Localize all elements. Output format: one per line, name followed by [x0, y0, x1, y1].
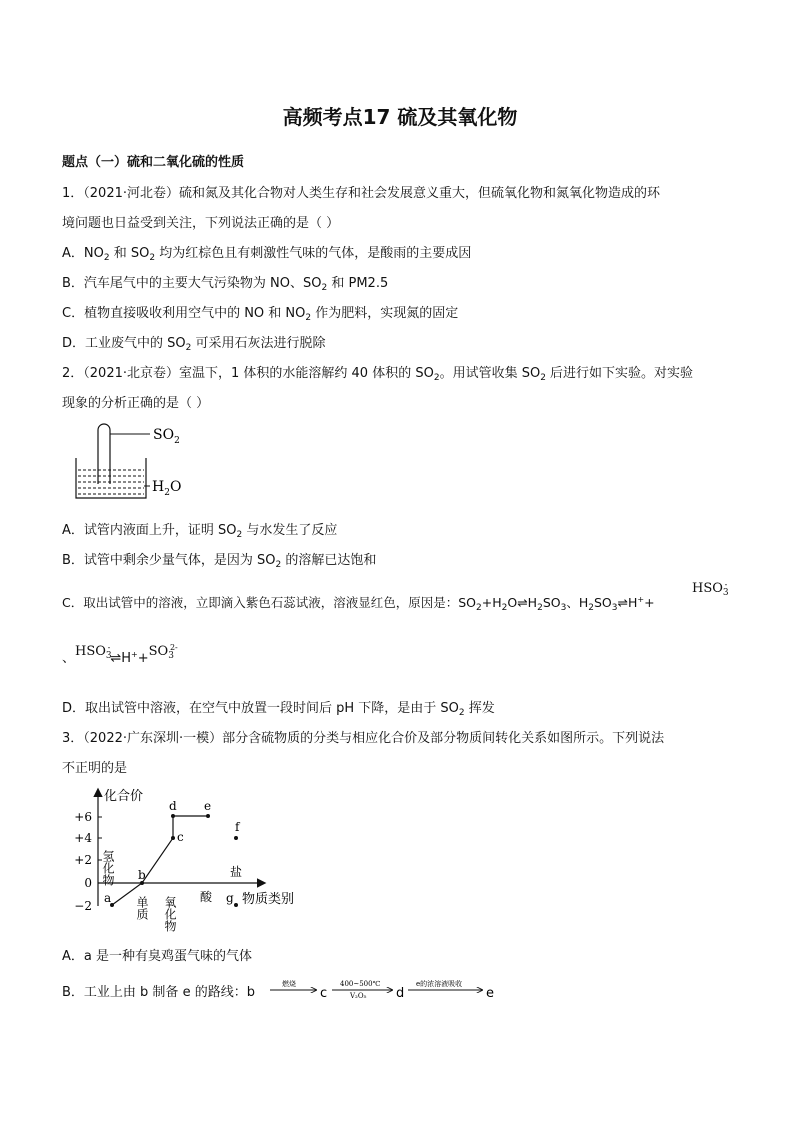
question-2-stem-line1: 2．（2021·北京卷）室温下，1 体积的水能溶解约 40 体积的 $SO_2$。用试管收集 $SO_2$ 后进行如下实验。对实验	[62, 366, 694, 383]
point-label-f: f	[235, 820, 240, 834]
category-label: 酸	[200, 890, 213, 904]
question-1-stem-line2: 境问题也日益受到关注，下列说法正确的是（ ）	[62, 216, 340, 231]
page-title: 高频考点17 硫及其氧化物	[282, 105, 518, 129]
point-label-c: c	[177, 830, 184, 844]
question-1-stem-line1: 1．（2021·河北卷）硫和氮及其化合物对人类生存和社会发展意义重大，但硫氧化物和氮氧化物造成的环	[62, 186, 660, 201]
question-2-option-c-line2: 、$HSO_3^-\rightleftharpoons H^++SO_3^{2-}$	[62, 643, 178, 666]
question-3-option-b[interactable]: B．工业上由 b 制备 e 的路线：b	[62, 985, 255, 1000]
category-label: 氧化物	[163, 896, 177, 932]
valence-category-chart	[64, 784, 324, 934]
y-tick-label: −2	[74, 899, 92, 913]
question-1-option-d[interactable]: D．工业废气中的 $SO_2$ 可采用石灰法进行脱除	[62, 336, 326, 353]
route-c: c	[320, 986, 328, 1001]
point-f	[234, 836, 238, 840]
x-axis-title: 物质类别	[242, 892, 295, 907]
route-e: e	[486, 986, 494, 1001]
point-c	[171, 836, 175, 840]
category-label: 氢化物	[101, 850, 115, 886]
point-g	[234, 903, 238, 907]
question-2-option-a[interactable]: A．试管内液面上升，证明 $SO_2$ 与水发生了反应	[62, 523, 338, 540]
question-3-stem-line2: 不正明的是	[62, 761, 128, 776]
point-d	[171, 814, 175, 818]
water-dashes	[78, 470, 144, 494]
category-labels	[101, 850, 242, 933]
point-label-g: g	[226, 891, 234, 905]
question-3-option-a[interactable]: A．a 是一种有臭鸡蛋气味的气体	[62, 949, 252, 964]
point-label-b: b	[138, 868, 146, 882]
question-1-option-a[interactable]: A．$NO_2$ 和 $SO_2$ 均为红棕色且有刺激性气味的气体，是酸雨的主要成因	[62, 246, 472, 263]
category-label: 单质	[135, 896, 149, 920]
beaker	[76, 458, 146, 498]
point-e	[206, 814, 210, 818]
question-2-option-c-line1[interactable]: C．取出试管中的溶液，立即滴入紫色石蕊试液，溶液显红色，原因是：$SO_2+H_2O\rightleftharpoons H_2SO_3$、$H_2SO_3\rightleftharpoons H^++$	[62, 595, 655, 613]
y-tick-label: +6	[74, 810, 92, 824]
y-tick-label: +4	[74, 831, 92, 845]
y-axis-title: 化合价	[104, 789, 144, 804]
question-1-option-c[interactable]: C．植物直接吸收利用空气中的 NO 和 $NO_2$ 作为肥料，实现氮的固定	[62, 306, 459, 323]
question-3-stem-line1: 3．（2022·广东深圳·一模）部分含硫物质的分类与相应化合价及部分物质间转化关系如图所示。下列说法	[62, 731, 665, 746]
category-label: 盐	[230, 865, 243, 879]
section-heading: 题点（一）硫和二氧化硫的性质	[62, 155, 245, 170]
test-tube-figure	[70, 420, 200, 505]
arrow-3-condition: e的浓溶液吸收	[416, 980, 463, 988]
production-route	[268, 976, 508, 1002]
question-2-option-b[interactable]: B．试管中剩余少量气体，是因为 $SO_2$ 的溶解已达饱和	[62, 553, 377, 570]
y-tick-label: +2	[74, 853, 92, 867]
question-2-option-d[interactable]: D．取出试管中溶液，在空气中放置一段时间后 pH 下降，是由于 $SO_2$ 挥发	[62, 701, 495, 718]
route-d: d	[396, 986, 405, 1001]
test-tube	[98, 424, 110, 484]
arrow-2-catalyst: V₂O₅	[350, 992, 367, 1000]
arrow-1-condition: 燃烧	[282, 980, 296, 988]
so2-label: $SO_2$	[153, 427, 180, 446]
question-1-option-b[interactable]: B．汽车尾气中的主要大气污染物为 NO、$SO_2$ 和 PM2.5	[62, 276, 389, 293]
y-ticks	[74, 810, 92, 913]
h2o-label: $H_2O$	[152, 479, 182, 498]
arrow-2-condition: 400~500℃	[340, 980, 381, 988]
point-label-d: d	[169, 799, 177, 813]
point-label-a: a	[104, 891, 112, 905]
point-label-e: e	[204, 799, 212, 813]
transformation-lines	[112, 816, 208, 905]
hso3-formula: $HSO_3^-$	[692, 580, 729, 598]
y-tick-label: 0	[84, 876, 92, 890]
question-2-stem-line2: 现象的分析正确的是（ ）	[62, 396, 210, 411]
